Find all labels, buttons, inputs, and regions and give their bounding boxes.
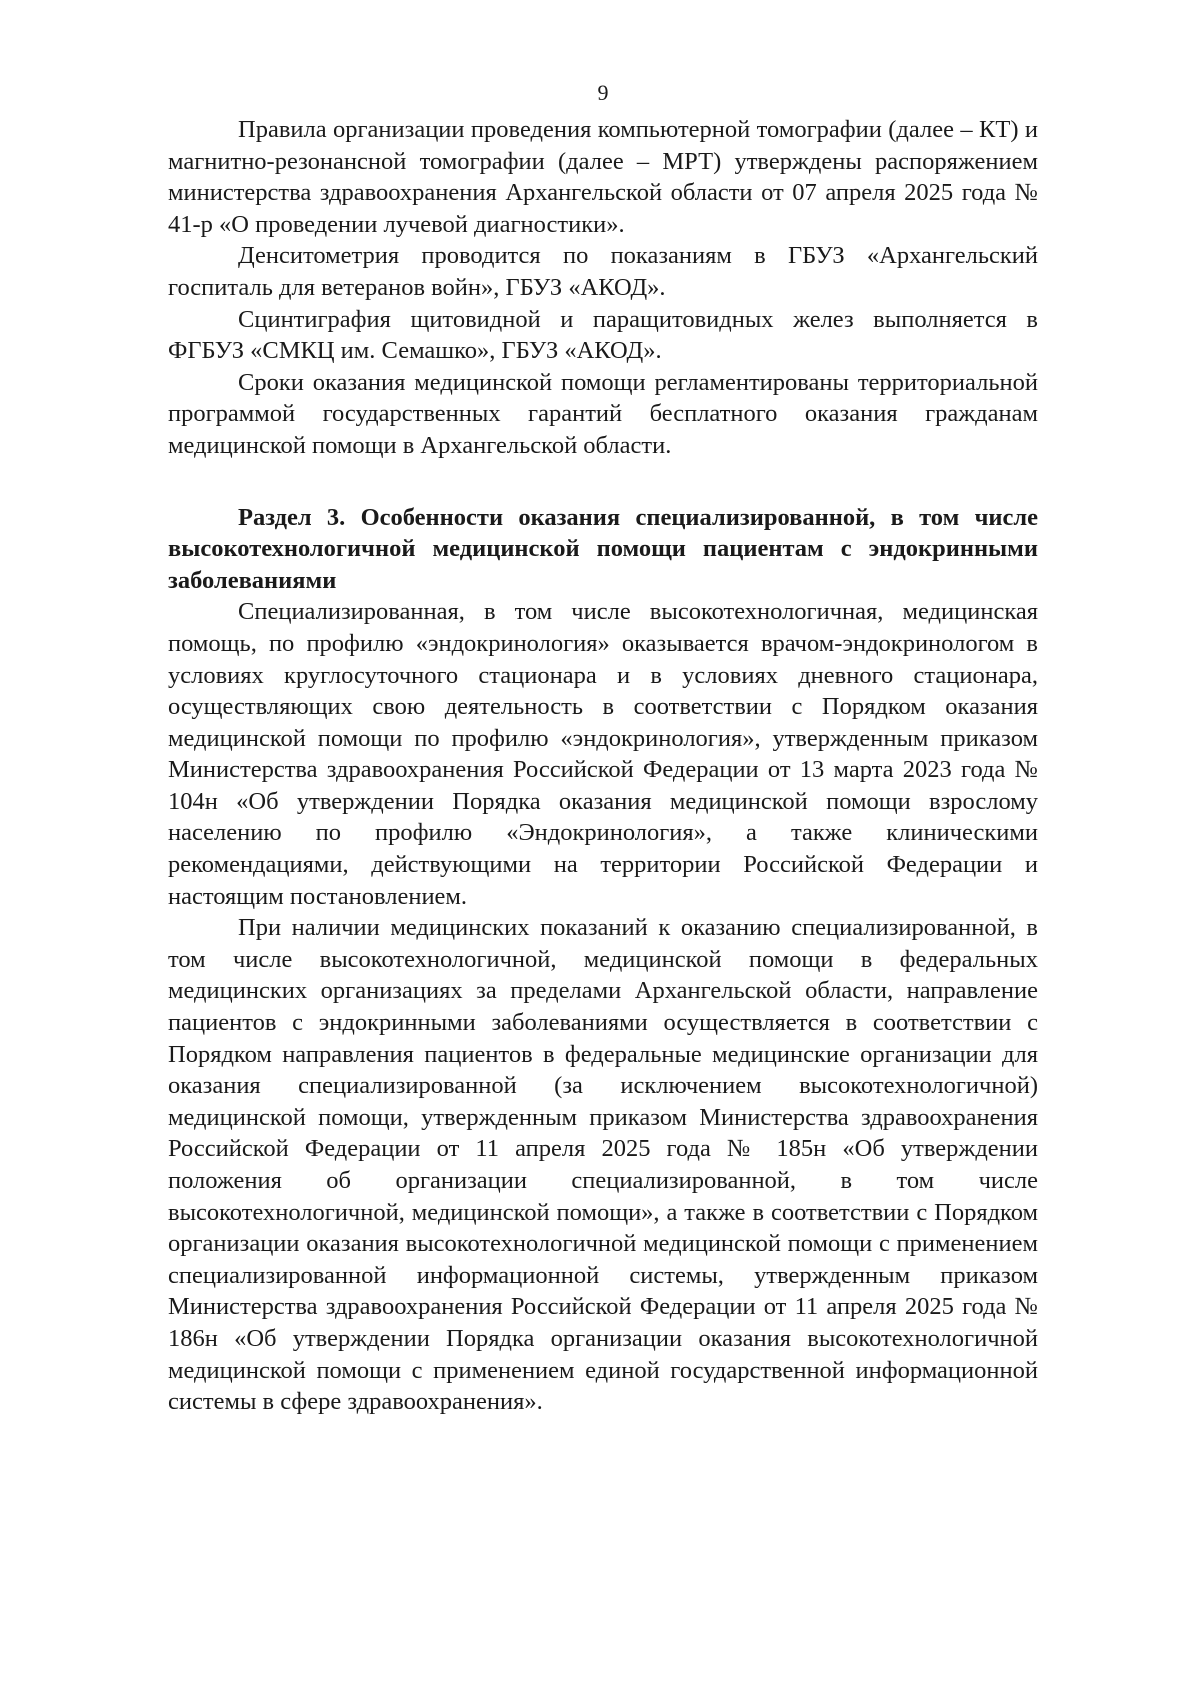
paragraph-specialized-care: Специализированная, в том числе высокотехнологичная, медицинская помощь, по профилю «эндокринология» оказывается врачом-эндокринологом в условиях круглосуточного стационара и в условиях дневного стационара, осуществляющих свою деятельность в соответствии с Порядком оказания медицинской помощи по профилю «эндокринология», утвержденным приказом Министерства здравоохранения Российской Федерации от 13 марта 2023 года № 104н «Об утверждении Порядка оказания медицинской помощи взрослому населению по профилю «Эндокринология», а также клиническими рекомендациями, действующими на территории Российской Федерации и настоящим постановлением. <box>168 598 1038 910</box>
paragraph-care-terms: Сроки оказания медицинской помощи регламентированы территориальной программой государственных гарантий бесплатного оказания гражданам медицинской помощи в Архангельской области. <box>168 368 1038 459</box>
page-number: 9 <box>597 80 609 105</box>
paragraph-scintigraphy: Сцинтиграфия щитовидной и паращитовидных желез выполняется в ФГБУЗ «СМКЦ им. Семашко», ГБУЗ «АКОД». <box>168 305 1038 365</box>
paragraph-federal-referral: При наличии медицинских показаний к оказанию специализированной, в том числе высокотехнологичной, медицинской помощи в федеральных медицинских организациях за пределами Архангельской области, направление пациентов с эндокринными заболеваниями осуществляется в соответствии с Порядком направления пациентов в федеральные медицинские организации для оказания специализированной (за исключением высокотехнологичной) медицинской помощи, утвержденным приказом Министерства здравоохранения Российской Федерации от 11 апреля 2025 года № 185н «Об утверждении положения об организации специализированной, в том числе высокотехнологичной, медицинской помощи», а также в соответствии с Порядком организации оказания высокотехнологичной медицинской помощи с применением специализированной информационной системы, утвержденным приказом Министерства здравоохранения Российской Федерации от 11 апреля 2025 года № 186н «Об утверждении Порядка организации оказания высокотехнологичной медицинской помощи с применением единой государственной информационной системы в сфере здравоохранения». <box>168 914 1038 1416</box>
paragraph-densitometry: Денситометрия проводится по показаниям в ГБУЗ «Архангельский госпиталь для ветеранов войн», ГБУЗ «АКОД». <box>168 242 1038 301</box>
section-3-heading: Раздел 3. Особенности оказания специализированной, в том числе высокотехнологичной медицинской помощи пациентам с эндокринными заболеваниями <box>168 503 1038 594</box>
document-page <box>168 78 1038 1418</box>
paragraph-ct-mri-rules: Правила организации проведения компьютерной томографии (далее – КТ) и магнитно-резонансной томографии (далее – МРТ) утверждены распоряжением министерства здравоохранения Архангельской области от 07 апреля 2025 года № 41-р «О проведении лучевой диагностики». <box>168 116 1038 238</box>
